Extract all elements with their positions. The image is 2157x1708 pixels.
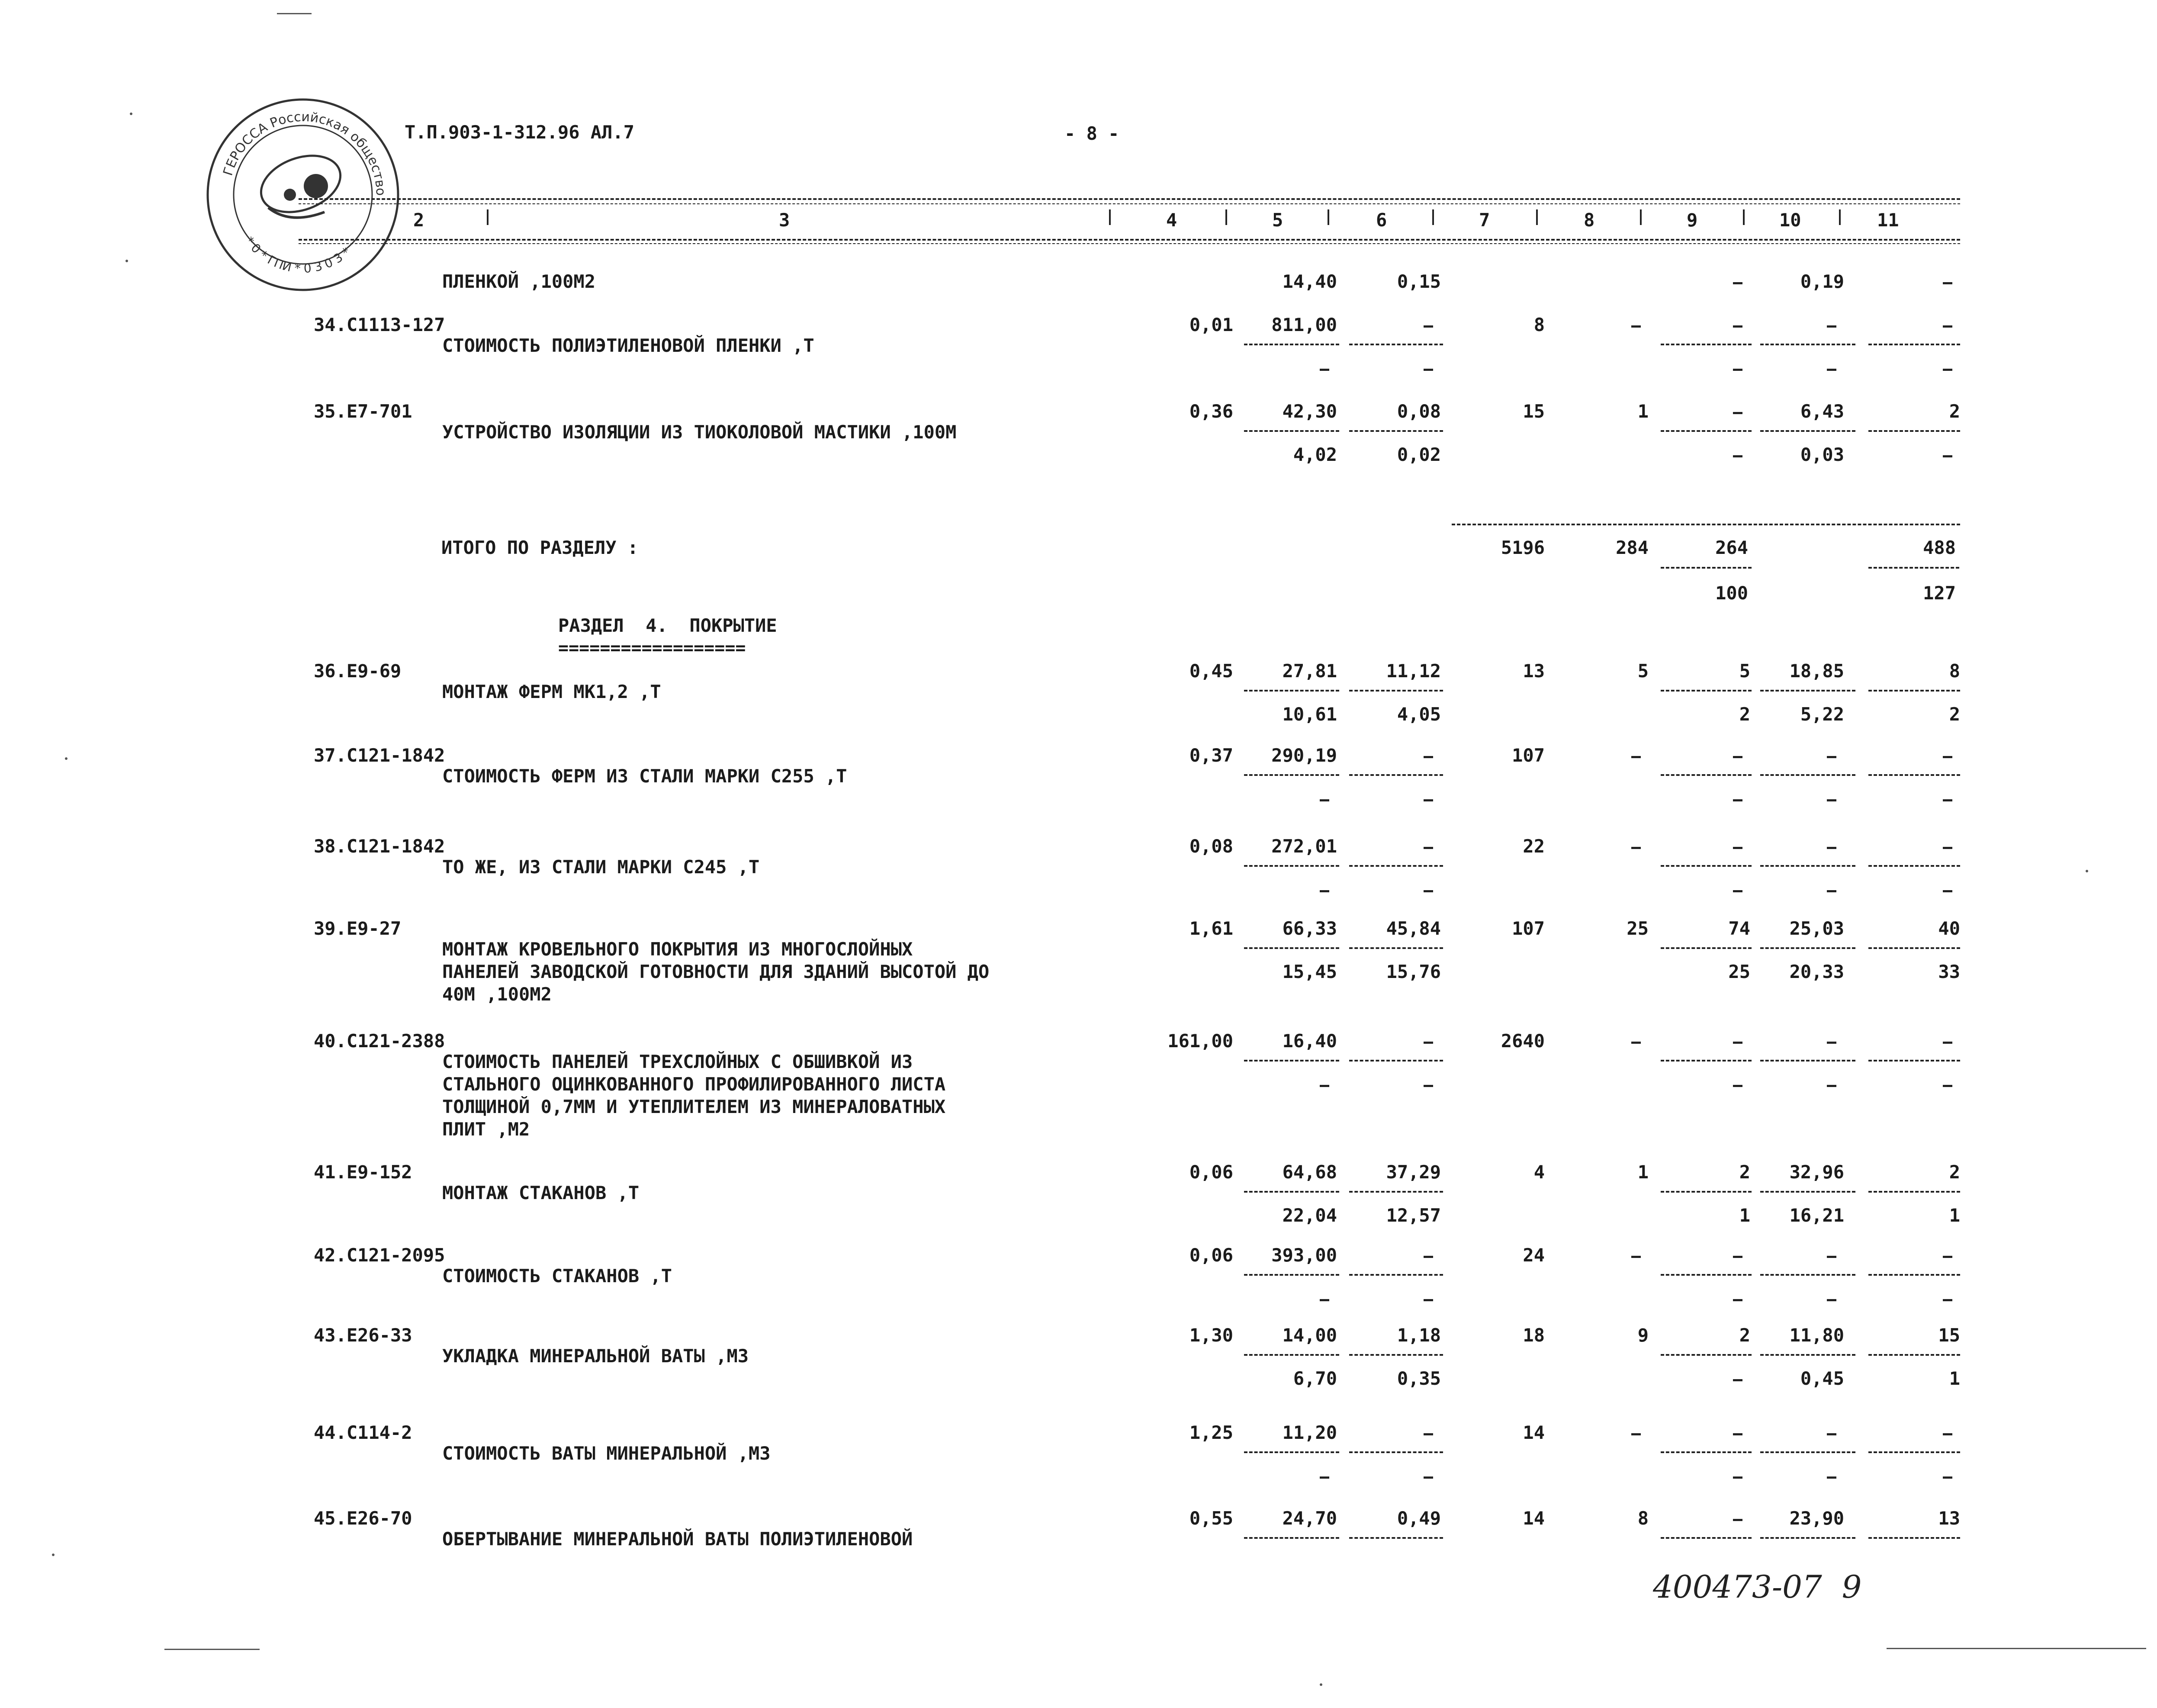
cell-dash-c9 [1733, 756, 1742, 758]
subcell-c5: 10,61 [1282, 704, 1337, 725]
organization-seal [203, 95, 402, 294]
cell-underline [1661, 1191, 1752, 1193]
row-description: СТАЛЬНОГО ОЦИНКОВАННОГО ПРОФИЛИРОВАННОГО ЛИСТА [442, 1074, 946, 1095]
row-code: 35.Е7-701 [314, 401, 412, 422]
subcell-dash-c10 [1827, 890, 1836, 892]
cell-underline [1760, 865, 1855, 867]
subcell-dash-c6 [1424, 369, 1433, 371]
cell-c4: 0,45 [1189, 660, 1233, 682]
cell-dash-c10 [1827, 1433, 1836, 1435]
cell-underline [1868, 344, 1960, 345]
subcell-dash-c5 [1320, 890, 1329, 892]
subcell-dash-c10 [1827, 1299, 1836, 1301]
header-rule-top-2 [299, 203, 1960, 204]
row-description: МОНТАЖ ФЕРМ МК1,2 ,Т [442, 681, 661, 702]
row-code: 45.Е26-70 [314, 1508, 412, 1529]
row-description: МОНТАЖ СТАКАНОВ ,Т [442, 1182, 640, 1203]
subcell-dash-c5 [1320, 1085, 1329, 1087]
subcell-dash-c6 [1424, 1299, 1433, 1301]
cell-underline [1661, 690, 1752, 692]
cell-dash-c11 [1943, 847, 1952, 849]
cell-dash-c11 [1943, 325, 1952, 328]
subcell-dash-c11 [1943, 455, 1952, 457]
cell-dash-c8 [1631, 1042, 1641, 1044]
cell-c10: 6,43 [1800, 401, 1844, 422]
cell-c4: 1,61 [1189, 918, 1233, 939]
cell-dash-c6 [1424, 1042, 1433, 1044]
scan-speck [130, 113, 132, 115]
cell-underline [1244, 430, 1339, 432]
cell-c11: 2 [1949, 401, 1960, 422]
cell-dash-c6 [1424, 847, 1433, 849]
cell-underline [1244, 1451, 1339, 1453]
cell-dash-c10 [1827, 756, 1836, 758]
cell-dash-c10 [1827, 325, 1836, 328]
cell-underline [1349, 690, 1443, 692]
cell-underline [1868, 865, 1960, 867]
subcell-dash-c11 [1943, 1476, 1952, 1479]
cell-underline [1349, 865, 1443, 867]
cell-c9: 2 [1739, 1161, 1750, 1183]
total-c11-rule [1868, 567, 1959, 569]
col-sep [1328, 209, 1329, 225]
col-sep [1536, 209, 1538, 225]
cell-underline [1760, 430, 1855, 432]
col-header-8: 8 [1584, 209, 1595, 231]
cell-c8: 1 [1637, 401, 1649, 422]
subcell-c5: 6,70 [1293, 1368, 1337, 1389]
cell-c7: 15 [1523, 401, 1545, 422]
row-description: ПАНЕЛЕЙ ЗАВОДСКОЙ ГОТОВНОСТИ ДЛЯ ЗДАНИЙ ВЫСОТОЙ ДО [442, 961, 990, 982]
row-description: СТОИМОСТЬ ПАНЕЛЕЙ ТРЕХСЛОЙНЫХ С ОБШИВКОЙ ИЗ [442, 1051, 913, 1072]
cell-underline [1868, 947, 1960, 949]
cell-c5: 290,19 [1271, 745, 1337, 766]
cell-underline [1244, 344, 1339, 345]
subcell-c5: 15,45 [1282, 961, 1337, 982]
cell-underline [1349, 1274, 1443, 1276]
cell-c4: 0,55 [1189, 1508, 1233, 1529]
cell-c5: 16,40 [1282, 1030, 1337, 1052]
cell-c4: 0,06 [1189, 1245, 1233, 1266]
cell-underline [1244, 1354, 1339, 1356]
cell-c8: 9 [1637, 1325, 1649, 1346]
cell-dash-c8 [1631, 325, 1641, 328]
cell-underline [1760, 774, 1855, 776]
col-sep [1225, 209, 1227, 225]
total-c7: 5196 [1501, 537, 1545, 558]
cell-underline [1760, 1451, 1855, 1453]
cell-underline [1661, 1274, 1752, 1276]
col-sep [487, 209, 489, 225]
subcell-dash-c11 [1943, 799, 1952, 801]
cell-c4: 0,06 [1189, 1161, 1233, 1183]
cell-c9: 74 [1728, 918, 1750, 939]
scan-speck [125, 260, 128, 262]
cell-underline [1244, 774, 1339, 776]
scan-speck [52, 1554, 55, 1556]
row-code: 44.С114-2 [314, 1422, 412, 1443]
cell-c7: 18 [1523, 1325, 1545, 1346]
subcell-c6: 15,76 [1386, 961, 1441, 982]
cell-dash-c9 [1733, 325, 1742, 328]
cell-c7: 14 [1523, 1422, 1545, 1443]
cell-c6: 45,84 [1386, 918, 1441, 939]
cell-c10: 23,90 [1789, 1508, 1844, 1529]
subcell-dash-c9 [1733, 1085, 1742, 1087]
subcell-c9: 1 [1739, 1205, 1750, 1226]
cell-c10: 32,96 [1789, 1161, 1844, 1183]
row-description: ПЛИТ ,М2 [442, 1119, 530, 1140]
cell-dash-c10 [1827, 847, 1836, 849]
subcell-dash-c11 [1943, 369, 1952, 371]
subcell-dash-c10 [1827, 799, 1836, 801]
cell-c5: 66,33 [1282, 918, 1337, 939]
subcell-dash-c9 [1733, 890, 1742, 892]
row-description: ОБЕРТЫВАНИЕ МИНЕРАЛЬНОЙ ВАТЫ ПОЛИЭТИЛЕНОВОЙ [442, 1528, 913, 1550]
cell-c4: 0,37 [1189, 745, 1233, 766]
cell-dash-c9 [1733, 1256, 1742, 1258]
col-header-10: 10 [1779, 209, 1801, 231]
cell-dash-c8 [1631, 847, 1641, 849]
row-code: 36.Е9-69 [314, 660, 402, 682]
subcell-dash-c9 [1733, 1299, 1742, 1301]
cell-dash-c11 [1943, 282, 1952, 284]
cell-c4: 161,00 [1167, 1030, 1233, 1052]
cell-c9: 2 [1739, 1325, 1750, 1346]
subcell-c11: 2 [1949, 704, 1960, 725]
cell-c10: 11,80 [1789, 1325, 1844, 1346]
cell-underline [1349, 947, 1443, 949]
col-header-5: 5 [1272, 209, 1283, 231]
cell-dash-c10 [1827, 1042, 1836, 1044]
col-sep [1432, 209, 1434, 225]
col-sep [1839, 209, 1841, 225]
cell-underline [1868, 1451, 1960, 1453]
cell-underline [1349, 1060, 1443, 1061]
subcell-dash-c5 [1320, 369, 1329, 371]
row-description: УСТРОЙСТВО ИЗОЛЯЦИИ ИЗ ТИОКОЛОВОЙ МАСТИКИ ,100М [442, 421, 957, 443]
cell-underline [1349, 1451, 1443, 1453]
total-rule [1452, 524, 1960, 525]
cell-dash-c10 [1827, 1256, 1836, 1258]
cell-underline [1661, 344, 1752, 345]
cell-c8: 8 [1637, 1508, 1649, 1529]
cell-underline [1868, 1191, 1960, 1193]
cell-underline [1760, 1537, 1855, 1539]
subcell-dash-c6 [1424, 799, 1433, 801]
cell-c11: 15 [1938, 1325, 1960, 1346]
cell-underline [1661, 1537, 1752, 1539]
cell-underline [1349, 430, 1443, 432]
cell-underline [1661, 430, 1752, 432]
cell-c6: 0,15 [1397, 271, 1441, 292]
cell-c4: 0,08 [1189, 836, 1233, 857]
cell-c6: 0,08 [1397, 401, 1441, 422]
cell-c5: 27,81 [1282, 660, 1337, 682]
total-c9: 264 [1715, 537, 1748, 558]
cell-c11: 2 [1949, 1161, 1960, 1183]
cell-c10: 18,85 [1789, 660, 1844, 682]
cell-dash-c8 [1631, 1433, 1641, 1435]
cell-underline [1661, 865, 1752, 867]
subcell-c5: 4,02 [1293, 444, 1337, 465]
total-sub-c9: 100 [1715, 582, 1748, 604]
cell-underline [1349, 1537, 1443, 1539]
header-rule-bottom [299, 239, 1960, 241]
row-description: ТО ЖЕ, ИЗ СТАЛИ МАРКИ С245 ,Т [442, 856, 760, 878]
cell-underline [1760, 344, 1855, 345]
cell-underline [1244, 947, 1339, 949]
cell-underline [1349, 774, 1443, 776]
handwritten-inventory-number: 400473-07 9 [1653, 1569, 1862, 1605]
cell-c5: 11,20 [1282, 1422, 1337, 1443]
cell-c4: 0,01 [1189, 314, 1233, 335]
cell-c7: 4 [1533, 1161, 1545, 1183]
subcell-dash-c9 [1733, 1476, 1742, 1479]
cell-c7: 2640 [1501, 1030, 1545, 1052]
total-c8: 284 [1616, 537, 1649, 558]
cell-c11: 13 [1938, 1508, 1960, 1529]
cell-underline [1760, 947, 1855, 949]
subcell-dash-c5 [1320, 1299, 1329, 1301]
cell-underline [1349, 344, 1443, 345]
cell-c6: 37,29 [1386, 1161, 1441, 1183]
cell-c7: 13 [1523, 660, 1545, 682]
row-description: ПЛЕНКОЙ ,100М2 [442, 271, 596, 292]
row-description: СТОИМОСТЬ ФЕРМ ИЗ СТАЛИ МАРКИ С255 ,Т [442, 766, 847, 787]
col-header-7: 7 [1479, 209, 1490, 231]
cell-underline [1661, 1060, 1752, 1061]
scan-line [164, 1649, 260, 1650]
cell-underline [1244, 865, 1339, 867]
row-description: 40М ,100М2 [442, 984, 552, 1005]
scan-speck [65, 757, 68, 760]
row-description: ТОЛЩИНОЙ 0,7ММ И УТЕПЛИТЕЛЕМ ИЗ МИНЕРАЛОВАТНЫХ [442, 1096, 946, 1117]
section-heading: РАЗДЕЛ 4. ПОКРЫТИЕ [558, 615, 777, 636]
col-sep [1109, 209, 1111, 225]
row-description: СТОИМОСТЬ СТАКАНОВ ,Т [442, 1265, 672, 1287]
cell-c7: 14 [1523, 1508, 1545, 1529]
subcell-dash-c6 [1424, 1085, 1433, 1087]
cell-c11: 40 [1938, 918, 1960, 939]
cell-c7: 24 [1523, 1245, 1545, 1266]
page-number: - 8 - [1064, 123, 1119, 144]
subcell-c6: 0,35 [1397, 1368, 1441, 1389]
cell-underline [1760, 690, 1855, 692]
cell-c5: 24,70 [1282, 1508, 1337, 1529]
subcell-c5: 22,04 [1282, 1205, 1337, 1226]
scan-line [277, 13, 312, 14]
cell-dash-c6 [1424, 325, 1433, 328]
subcell-dash-c6 [1424, 890, 1433, 892]
col-header-4: 4 [1166, 209, 1177, 231]
row-code: 37.С121-1842 [314, 745, 445, 766]
subcell-dash-c10 [1827, 1476, 1836, 1479]
subcell-c10: 0,45 [1800, 1368, 1844, 1389]
total-c9-rule [1661, 567, 1752, 569]
row-description: УКЛАДКА МИНЕРАЛЬНОЙ ВАТЫ ,М3 [442, 1345, 749, 1367]
row-code: 41.Е9-152 [314, 1161, 412, 1183]
cell-dash-c9 [1733, 1433, 1742, 1435]
row-description: СТОИМОСТЬ ПОЛИЭТИЛЕНОВОЙ ПЛЕНКИ ,Т [442, 335, 814, 356]
col-header-2: 2 [413, 209, 424, 231]
cell-c5: 272,01 [1271, 836, 1337, 857]
cell-dash-c8 [1631, 756, 1641, 758]
cell-underline [1661, 947, 1752, 949]
cell-c5: 14,40 [1282, 271, 1337, 292]
subcell-c11: 1 [1949, 1368, 1960, 1389]
cell-c10: 25,03 [1789, 918, 1844, 939]
subcell-c9: 25 [1728, 961, 1750, 982]
row-description: МОНТАЖ КРОВЕЛЬНОГО ПОКРЫТИЯ ИЗ МНОГОСЛОЙНЫХ [442, 939, 913, 960]
cell-underline [1760, 1274, 1855, 1276]
cell-underline [1868, 1537, 1960, 1539]
cell-c4: 1,30 [1189, 1325, 1233, 1346]
total-c11: 488 [1923, 537, 1956, 558]
cell-c4: 0,36 [1189, 401, 1233, 422]
svg-text:* 0 * ГПИ * 0 3 0 3 *: * 0 * ГПИ * 0 3 0 3 * [242, 234, 354, 276]
scan-line [1887, 1648, 2146, 1649]
cell-dash-c9 [1733, 847, 1742, 849]
col-header-11: 11 [1877, 209, 1899, 231]
cell-underline [1661, 774, 1752, 776]
subcell-dash-c10 [1827, 369, 1836, 371]
cell-c7: 8 [1533, 314, 1545, 335]
cell-dash-c6 [1424, 1256, 1433, 1258]
subcell-dash-c6 [1424, 1476, 1433, 1479]
cell-dash-c6 [1424, 756, 1433, 758]
subcell-dash-c11 [1943, 890, 1952, 892]
row-code: 38.С121-1842 [314, 836, 445, 857]
cell-underline [1868, 690, 1960, 692]
cell-c5: 393,00 [1271, 1245, 1337, 1266]
cell-dash-c11 [1943, 1042, 1952, 1044]
scan-speck [2086, 870, 2088, 872]
col-header-3: 3 [779, 209, 790, 231]
subcell-dash-c11 [1943, 1299, 1952, 1301]
cell-c7: 22 [1523, 836, 1545, 857]
cell-underline [1868, 1060, 1960, 1061]
cell-underline [1760, 1191, 1855, 1193]
cell-c6: 1,18 [1397, 1325, 1441, 1346]
cell-underline [1349, 1354, 1443, 1356]
section-heading-underline: ================== [558, 638, 746, 658]
row-code: 40.С121-2388 [314, 1030, 445, 1052]
subcell-c11: 1 [1949, 1205, 1960, 1226]
cell-dash-c11 [1943, 1256, 1952, 1258]
subcell-c6: 12,57 [1386, 1205, 1441, 1226]
cell-c4: 1,25 [1189, 1422, 1233, 1443]
header-rule-bottom-2 [299, 243, 1960, 244]
subcell-c10: 16,21 [1789, 1205, 1844, 1226]
cell-underline [1868, 774, 1960, 776]
cell-c7: 107 [1512, 918, 1545, 939]
cell-dash-c9 [1733, 1042, 1742, 1044]
total-sub-c11: 127 [1923, 582, 1956, 604]
subcell-c9: 2 [1739, 704, 1750, 725]
col-header-6: 6 [1376, 209, 1387, 231]
cell-dash-c11 [1943, 756, 1952, 758]
subcell-dash-c9 [1733, 799, 1742, 801]
header-rule-top [299, 198, 1960, 200]
cell-c5: 14,00 [1282, 1325, 1337, 1346]
subcell-c11: 33 [1938, 961, 1960, 982]
total-label: ИТОГО ПО РАЗДЕЛУ : [441, 537, 639, 558]
cell-underline [1244, 1537, 1339, 1539]
row-code: 39.Е9-27 [314, 918, 402, 939]
cell-c8: 25 [1627, 918, 1649, 939]
cell-underline [1244, 1060, 1339, 1061]
cell-c9: 5 [1739, 660, 1750, 682]
doc-reference: Т.П.903-1-312.96 АЛ.7 [405, 122, 635, 143]
row-code: 42.С121-2095 [314, 1245, 445, 1266]
subcell-c6: 4,05 [1397, 704, 1441, 725]
cell-underline [1244, 1191, 1339, 1193]
subcell-dash-c5 [1320, 1476, 1329, 1479]
cell-underline [1244, 1274, 1339, 1276]
cell-c5: 42,30 [1282, 401, 1337, 422]
subcell-dash-c5 [1320, 799, 1329, 801]
cell-c7: 107 [1512, 745, 1545, 766]
subcell-dash-c9 [1733, 369, 1742, 371]
subcell-dash-c10 [1827, 1085, 1836, 1087]
cell-underline [1661, 1354, 1752, 1356]
cell-dash-c6 [1424, 1433, 1433, 1435]
subcell-dash-c11 [1943, 1085, 1952, 1087]
col-header-9: 9 [1687, 209, 1698, 231]
row-code: 34.С1113-127 [314, 314, 445, 335]
cell-underline [1868, 430, 1960, 432]
cell-underline [1244, 690, 1339, 692]
cell-dash-c8 [1631, 1256, 1641, 1258]
cell-c6: 11,12 [1386, 660, 1441, 682]
subcell-c6: 0,02 [1397, 444, 1441, 465]
cell-underline [1868, 1274, 1960, 1276]
col-sep [1743, 209, 1745, 225]
cell-c5: 64,68 [1282, 1161, 1337, 1183]
row-code: 43.Е26-33 [314, 1325, 412, 1346]
subcell-c10: 20,33 [1789, 961, 1844, 982]
col-sep [1640, 209, 1642, 225]
cell-c8: 5 [1637, 660, 1649, 682]
subcell-c10: 5,22 [1800, 704, 1844, 725]
scan-speck [1320, 1683, 1322, 1686]
cell-c10: 0,19 [1800, 271, 1844, 292]
cell-underline [1868, 1354, 1960, 1356]
cell-dash-c11 [1943, 1433, 1952, 1435]
cell-underline [1349, 1191, 1443, 1193]
cell-underline [1760, 1060, 1855, 1061]
row-description: СТОИМОСТЬ ВАТЫ МИНЕРАЛЬНОЙ ,М3 [442, 1443, 771, 1464]
cell-c5: 811,00 [1271, 314, 1337, 335]
cell-c8: 1 [1637, 1161, 1649, 1183]
cell-c6: 0,49 [1397, 1508, 1441, 1529]
svg-text:ГЕРОССА Российская общество: ГЕРОССА Российская общество [220, 109, 389, 196]
cell-c11: 8 [1949, 660, 1960, 682]
subcell-c10: 0,03 [1800, 444, 1844, 465]
cell-underline [1760, 1354, 1855, 1356]
cell-underline [1661, 1451, 1752, 1453]
